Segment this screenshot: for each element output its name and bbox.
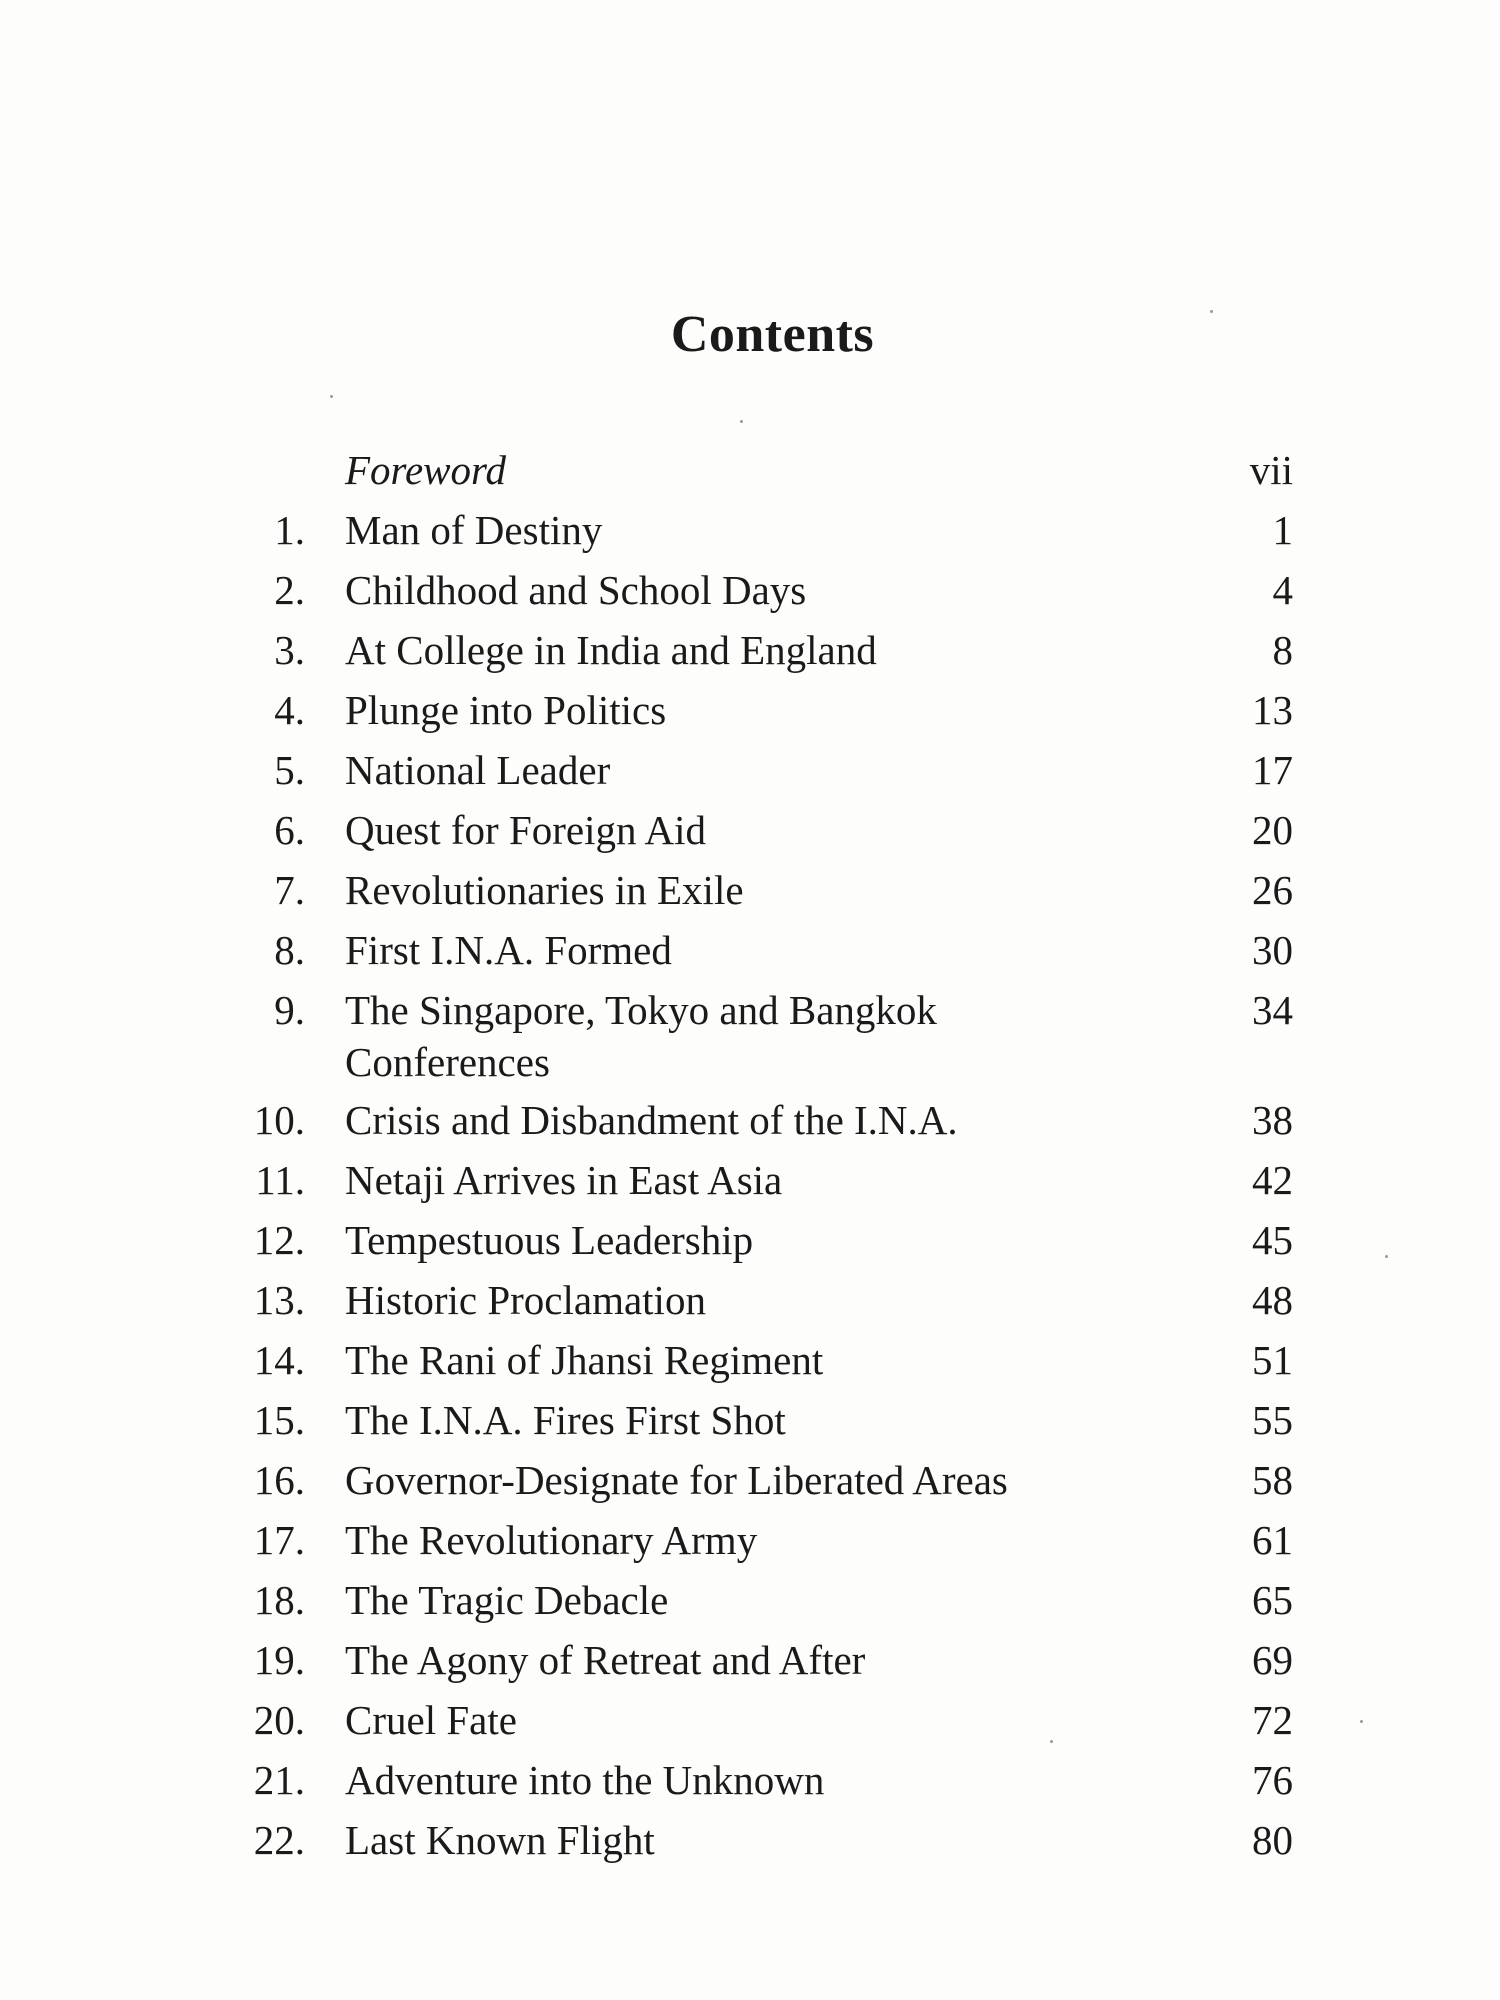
entry-title: Last Known Flight (345, 1817, 655, 1863)
entry-page-number: 13 (1252, 687, 1293, 733)
scan-speck (1360, 1720, 1363, 1723)
toc-entry[interactable] (0, 1810, 1500, 1870)
toc-entry[interactable] (0, 1690, 1500, 1750)
entry-page-number: 72 (1252, 1697, 1293, 1743)
entry-number: 19. (253, 1637, 305, 1683)
entry-number: 8. (274, 927, 305, 973)
entry-title: Childhood and School Days (345, 567, 807, 613)
entry-title: The Singapore, Tokyo and Bangkok Conferences (345, 987, 937, 1085)
entry-title: The I.N.A. Fires First Shot (345, 1397, 786, 1443)
entry-page-number: 58 (1252, 1457, 1293, 1503)
toc-entry[interactable] (0, 1150, 1500, 1210)
entry-number: 6. (274, 807, 305, 853)
entry-number: 16. (253, 1457, 305, 1503)
entry-number: 11. (255, 1157, 305, 1203)
toc-entry-foreword[interactable] (0, 440, 1500, 500)
toc-entry[interactable] (0, 860, 1500, 920)
scan-speck (1050, 1740, 1053, 1743)
entry-title: Tempestuous Leadership (345, 1217, 754, 1263)
entry-page-number: 45 (1252, 1217, 1293, 1263)
entry-number: 12. (253, 1217, 305, 1263)
toc-entry[interactable] (0, 680, 1500, 740)
scan-speck (740, 420, 743, 423)
entry-title: Crisis and Disbandment of the I.N.A. (345, 1097, 958, 1143)
entry-page-number: 8 (1272, 627, 1293, 673)
toc-entry[interactable] (0, 980, 1500, 1090)
scan-speck (1210, 310, 1213, 313)
entry-title: At College in India and England (345, 627, 877, 673)
entry-number: 14. (253, 1337, 305, 1383)
entry-number: 2. (274, 567, 305, 613)
entry-page-number: 26 (1252, 867, 1293, 913)
entry-title: Revolutionaries in Exile (345, 867, 744, 913)
entry-title: Quest for Foreign Aid (345, 807, 706, 853)
toc-entry[interactable] (0, 1270, 1500, 1330)
toc-entry[interactable] (0, 500, 1500, 560)
toc-entry[interactable] (0, 800, 1500, 860)
toc-entry[interactable] (0, 1090, 1500, 1150)
entry-title: The Tragic Debacle (345, 1577, 669, 1623)
entry-page-number: 42 (1252, 1157, 1293, 1203)
entry-number: 10. (253, 1097, 305, 1143)
entry-number: 3. (274, 627, 305, 673)
entry-number: 7. (274, 867, 305, 913)
entry-page-number: 34 (1252, 987, 1293, 1033)
entry-title: The Agony of Retreat and After (345, 1637, 866, 1683)
entry-title: Cruel Fate (345, 1697, 517, 1743)
scan-speck (1385, 1255, 1388, 1258)
entry-page-number: 51 (1252, 1337, 1293, 1383)
entry-page-number: vii (1249, 447, 1293, 493)
entry-number: 20. (253, 1697, 305, 1743)
entry-number: 15. (253, 1397, 305, 1443)
entry-title: The Revolutionary Army (345, 1517, 758, 1563)
entry-page-number: 1 (1272, 507, 1293, 553)
entry-number: 4. (274, 687, 305, 733)
toc-entry[interactable] (0, 1210, 1500, 1270)
toc-entry[interactable] (0, 1630, 1500, 1690)
toc-entry[interactable] (0, 1510, 1500, 1570)
entry-page-number: 17 (1252, 747, 1293, 793)
entry-page-number: 55 (1252, 1397, 1293, 1443)
entry-number: 17. (253, 1517, 305, 1563)
entry-number: 9. (274, 987, 305, 1033)
entry-title: Foreword (345, 447, 506, 493)
entry-page-number: 20 (1252, 807, 1293, 853)
entry-title: Adventure into the Unknown (345, 1757, 825, 1803)
entry-page-number: 4 (1272, 567, 1293, 613)
entry-title: The Rani of Jhansi Regiment (345, 1337, 824, 1383)
entry-number: 5. (274, 747, 305, 793)
entry-title: Plunge into Politics (345, 687, 667, 733)
entry-number: 1. (274, 507, 305, 553)
entry-number: 22. (253, 1817, 305, 1863)
table-of-contents (0, 440, 1500, 1870)
entry-number: 13. (253, 1277, 305, 1323)
toc-entry[interactable] (0, 920, 1500, 980)
entry-page-number: 69 (1252, 1637, 1293, 1683)
entry-title: First I.N.A. Formed (345, 927, 672, 973)
toc-entry[interactable] (0, 1330, 1500, 1390)
toc-entry[interactable] (0, 740, 1500, 800)
page-title: Contents (670, 305, 875, 363)
toc-entry[interactable] (0, 1450, 1500, 1510)
entry-page-number: 61 (1252, 1517, 1293, 1563)
toc-entry[interactable] (0, 1570, 1500, 1630)
entry-title: Netaji Arrives in East Asia (345, 1157, 783, 1203)
entry-number: 18. (253, 1577, 305, 1623)
entry-page-number: 48 (1252, 1277, 1293, 1323)
entry-title: Man of Destiny (345, 507, 603, 553)
toc-entry[interactable] (0, 1390, 1500, 1450)
entry-page-number: 30 (1252, 927, 1293, 973)
toc-entry[interactable] (0, 1750, 1500, 1810)
toc-entry[interactable] (0, 560, 1500, 620)
entry-page-number: 76 (1252, 1757, 1293, 1803)
entry-page-number: 65 (1252, 1577, 1293, 1623)
entry-number: 21. (253, 1757, 305, 1803)
toc-entry[interactable] (0, 620, 1500, 680)
scan-speck (330, 395, 333, 398)
entry-title: Historic Proclamation (345, 1277, 706, 1323)
entry-title: Governor-Designate for Liberated Areas (345, 1457, 1008, 1503)
entry-title: National Leader (345, 747, 611, 793)
entry-page-number: 38 (1252, 1097, 1293, 1143)
entry-page-number: 80 (1252, 1817, 1293, 1863)
